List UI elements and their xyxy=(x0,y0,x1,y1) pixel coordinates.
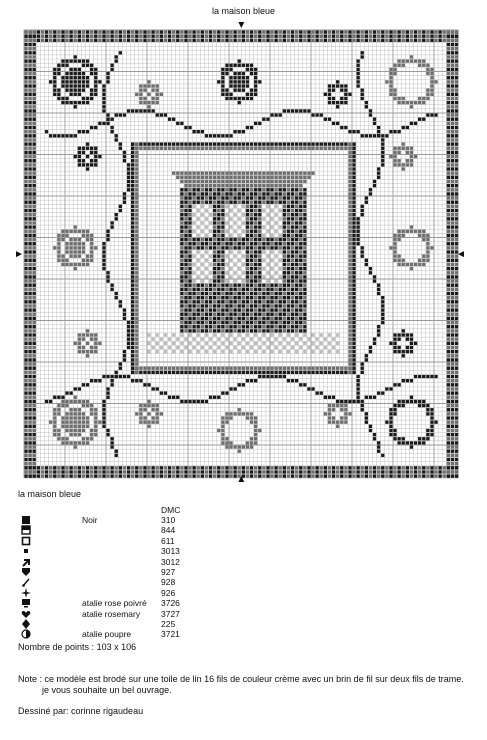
legend-row xyxy=(20,629,350,639)
heart-icon xyxy=(20,609,32,619)
half-square-icon xyxy=(20,525,32,535)
hollow-square-icon xyxy=(20,536,32,546)
author-credit: Dessiné par: corinne rigaudeau xyxy=(18,706,144,716)
monitor-icon xyxy=(20,598,32,608)
legend-dmc-code: 310 xyxy=(161,515,176,525)
half-circle-icon xyxy=(20,629,32,639)
legend-header: DMC xyxy=(161,505,181,515)
center-arrow-right-icon xyxy=(458,251,464,257)
chart-title: la maison bleue xyxy=(211,6,276,16)
legend-color-name: Noir xyxy=(82,515,98,525)
stitch-count xyxy=(18,642,136,652)
legend-color-name: atalie rosemary xyxy=(82,608,141,619)
legend-dmc-code: 611 xyxy=(161,535,175,546)
shield-icon xyxy=(20,567,32,577)
cross-stitch-chart xyxy=(16,22,464,482)
center-arrow-left-icon xyxy=(16,251,22,257)
legend-row xyxy=(20,577,350,587)
note-line-2: je vous souhaite un bel ouvrage. xyxy=(42,685,172,695)
note-line-1: Note : ce modèle est brodé sur une toile de lin 16 fils de couleur crème avec un brin de fil sur deux fils de trame. xyxy=(18,674,464,684)
legend-row xyxy=(20,588,350,598)
legend-dmc-code: 926 xyxy=(161,587,176,598)
arrow-icon xyxy=(20,557,32,567)
legend-dmc-code: 3727 xyxy=(161,608,180,619)
legend-color-name: atalie poupre xyxy=(82,629,132,640)
small-square-icon xyxy=(20,546,32,556)
stitch-count-value: 103 x 106 xyxy=(96,642,137,652)
stitch-count-label: Nombre de points : xyxy=(18,642,95,652)
legend-dmc-code: 225 xyxy=(161,619,176,629)
legend-row xyxy=(20,619,350,629)
legend-row xyxy=(20,609,350,619)
legend-row xyxy=(20,557,350,567)
legend-row xyxy=(20,515,350,525)
legend-dmc-code: 928 xyxy=(161,577,176,588)
legend-row xyxy=(20,546,350,556)
needle-icon xyxy=(20,577,32,587)
legend-color-name: atalie rose poivré xyxy=(82,598,147,609)
legend-row xyxy=(20,567,350,577)
legend-row xyxy=(20,536,350,546)
legend-row xyxy=(20,525,350,535)
cross-star-icon xyxy=(20,588,32,598)
note xyxy=(18,674,464,696)
legend-dmc-code: 3013 xyxy=(161,546,180,557)
legend-dmc-code: 3726 xyxy=(161,598,180,609)
legend-dmc-code: 927 xyxy=(161,567,176,577)
center-arrow-top-icon xyxy=(238,22,244,28)
legend-dmc-code: 3721 xyxy=(161,629,180,640)
diamond-icon xyxy=(20,619,32,629)
legend-row xyxy=(20,598,350,608)
legend-dmc-code: 3012 xyxy=(161,556,180,567)
legend-title: la maison bleue xyxy=(18,489,82,499)
legend-dmc-code: 844 xyxy=(161,525,176,536)
full-square-icon xyxy=(20,515,32,525)
